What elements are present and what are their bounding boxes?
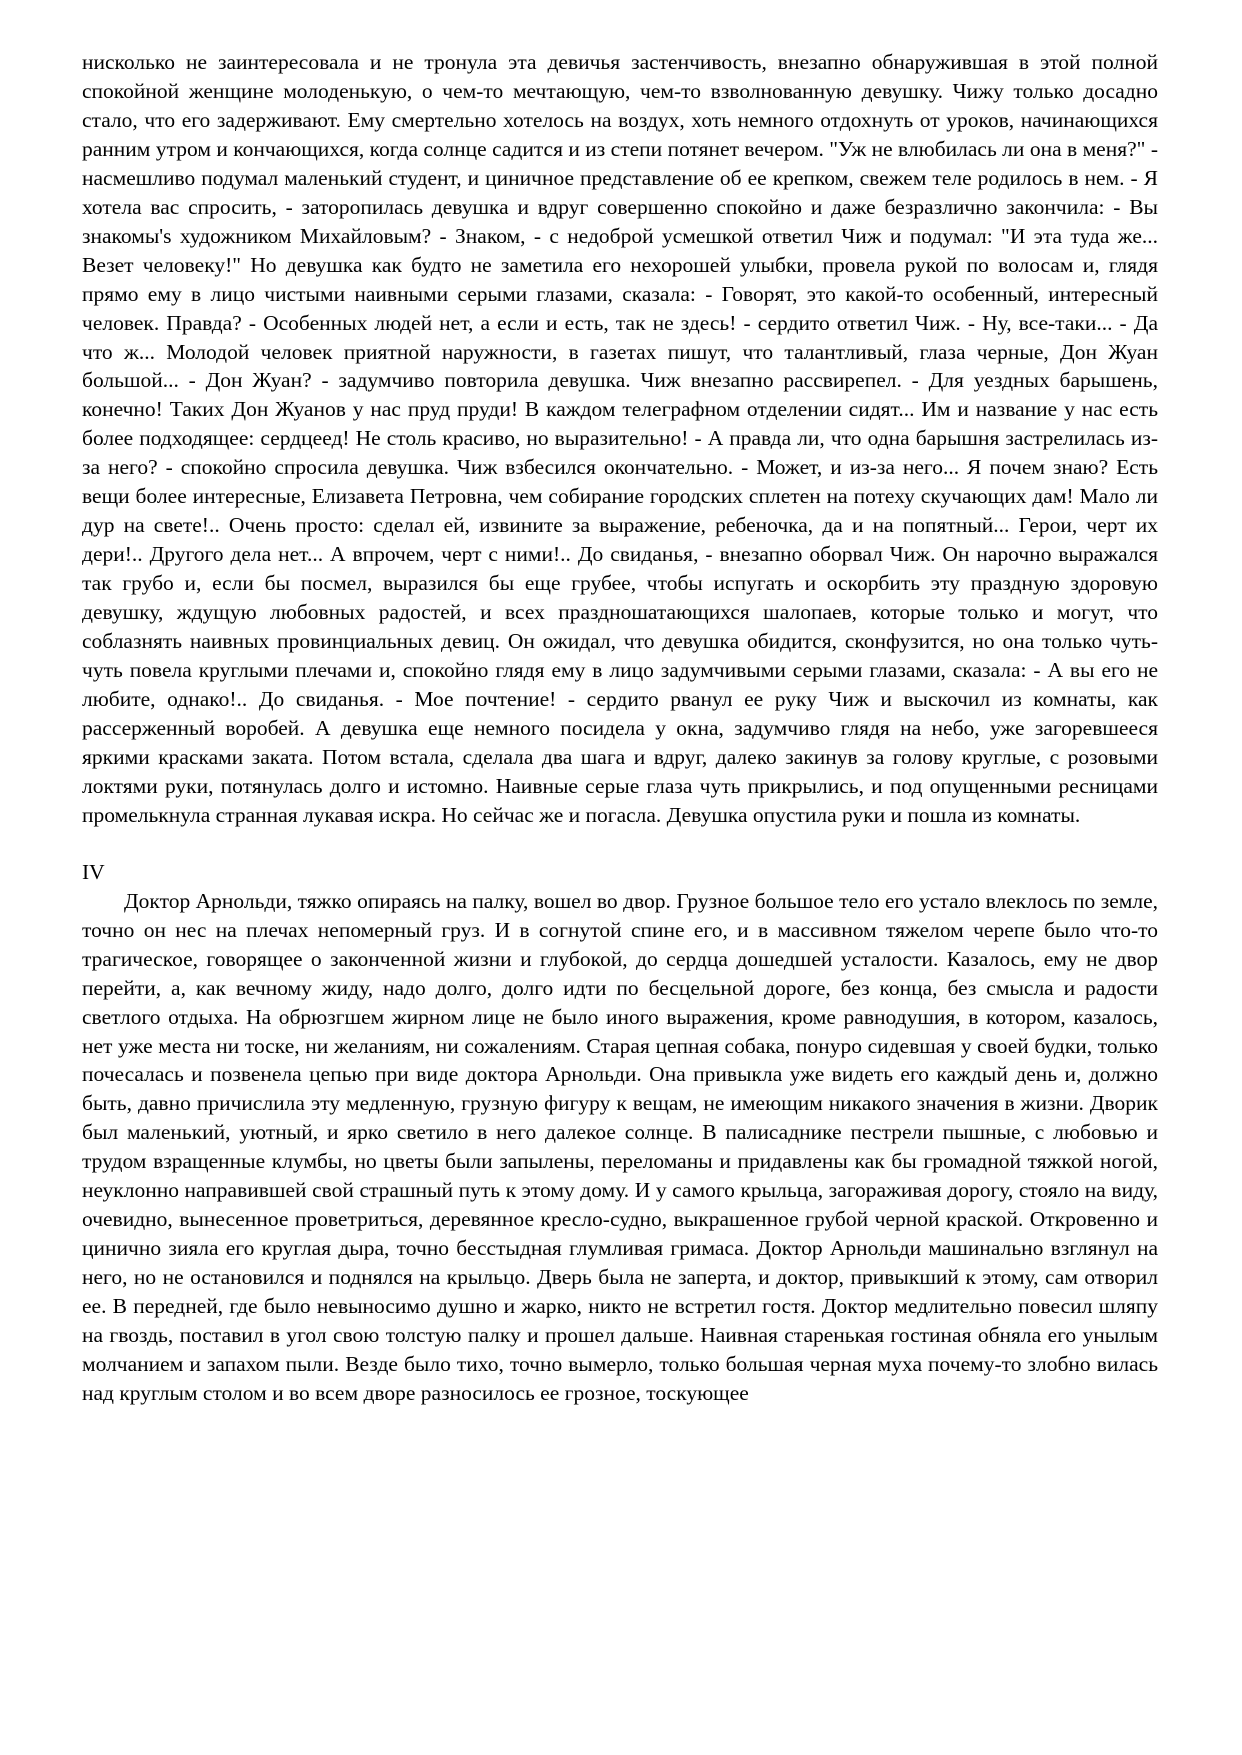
paragraph-chapter-four: Доктор Арнольди, тяжко опираясь на палку, вошел во двор. Грузное большое тело его устало влеклось по земле, точно он нес на плечах непомерный груз. И в согнутой спине его, и в массивном тяжелом черепе было что-то трагическое, говорящее о законченной жизни и глубокой, до сердца дошедшей усталости. Казалось, ему не двор перейти, а, как вечному жиду, надо долго, долго идти по бесцельной дороге, без конца, без смысла и радости светлого отдыха. На обрюзгшем жирном лице не было иного выражения, кроме равнодушия, в котором, казалось, нет уже места ни тоске, ни желаниям, ни сожалениям. Старая цепная собака, понуро сидевшая у своей будки, только почесалась и позвенела цепью при виде доктора Арнольди. Она привыкла уже видеть его каждый день и, должно быть, давно причислила эту медленную, грузную фигуру к вещам, не имеющим никакого значения в жизни. Дворик был маленький, уютный, и ярко светило в него далекое солнце. В палисаднике пестрели пышные, с любовью и трудом взращенные клумбы, но цветы были запылены, переломаны и придавлены как бы громадной тяжкой ногой, неуклонно направившей свой страшный путь к этому дому. И у самого крыльца, загораживая дорогу, стояло на виду, очевидно, вынесенное проветриться, деревянное кресло-судно, выкрашенное грубой черной краской. Откровенно и цинично зияла его круглая дыра, точно бесстыдная глумливая гримаса. Доктор Арнольди машинально взглянул на него, но не остановился и поднялся на крыльцо. Дверь была не заперта, и доктор, привыкший к этому, сам отворил ее. В передней, где было невыносимо душно и жарко, никто не встретил гостя. Доктор медлительно повесил шляпу на гвоздь, поставил в угол свою толстую палку и прошел дальше. Наивная старенькая гостиная обняла его унылым молчанием и запахом пыли. Везде было тихо, точно вымерло, только большая черная муха почему-то злобно вилась над круглым столом и во всем дворе разносилось ее грозное, тоскующее bbox=[82, 888, 1158, 1405]
chapter-heading: IV bbox=[82, 859, 105, 884]
paragraph-dialogue: нисколько не заинтересовала и не тронула эта девичья застенчивость, внезапно обнаружившая в этой полной спокойной женщине молоденькую, о чем-то мечтающую, чем-то взволнованную девушку. Чижу только досадно стало, что его задерживают. Ему смертельно хотелось на воздух, хоть немного отдохнуть от уроков, начинающихся ранним утром и кончающихся, когда солнце садится и из степи потянет вечером. "Уж не влюбилась ли она в меня?" - насмешливо подумал маленький студент, и циничное представление об ее крепком, свежем теле родилось в нем. - Я хотела вас спросить, - заторопилась девушка и вдруг совершенно спокойно и даже безразлично закончила: - Вы знакомы's художником Михайловым? - Знаком, - с недоброй усмешкой ответил Чиж и подумал: "И эта туда же... Везет человеку!" Но девушка как будто не заметила его нехорошей улыбки, провела рукой по волосам и, глядя прямо ему в лицо чистыми наивными серыми глазами, сказала: - Говорят, это какой-то особенный, интересный человек. Правда? - Особенных людей нет, а если и есть, так не здесь! - сердито ответил Чиж. - Ну, все-таки... - Да что ж... Молодой человек приятной наружности, в газетах пишут, что талантливый, глаза черные, Дон Жуан большой... - Дон Жуан? - задумчиво повторила девушка. Чиж внезапно рассвирепел. - Для уездных барышень, конечно! Таких Дон Жуанов у нас пруд пруди! В каждом телеграфном отделении сидят... Им и название у нас есть более подходящее: сердцеед! Не столь красиво, но выразительно! - А правда ли, что одна барышня застрелилась из-за него? - спокойно спросила девушка. Чиж взбесился окончательно. - Может, и из-за него... Я почем знаю? Есть вещи более интересные, Елизавета Петровна, чем собирание городских сплетен на потеху скучающих дам! Мало ли дур на свете!.. Очень просто: сделал ей, извините за выражение, ребеночка, да и на попятный... Герои, черт их дери!.. Другого дела нет... А впрочем, черт с ними!.. До свиданья, - внезапно оборвал Чиж. Он нарочно выражался так грубо и, если бы посмел, выразился бы еще грубее, чтобы испугать и оскорбить эту праздную здоровую девушку, ждущую любовных радостей, и всех праздношатающихся шалопаев, которые только и могут, что соблазнять наивных провинциальных девиц. Он ожидал, что девушка обидится, сконфузится, но она только чуть-чуть повела круглыми плечами и, спокойно глядя ему в лицо задумчивыми серыми глазами, сказала: - А вы его не любите, однако!.. До свиданья. - Мое почтение! - сердито рванул ее руку Чиж и выскочил из комнаты, как рассерженный воробей. А девушка еще немного посидела у окна, задумчиво глядя на небо, уже загоревшееся яркими красками заката. Потом встала, сделала два шага и вдруг, далеко закинув за голову круглые, с розовыми локтями руки, потянулась долго и истомно. Наивные серые глаза чуть прикрылись, и под опущенными ресницами промелькнула странная лукавая искра. Но сейчас же и погасла. Девушка опустила руки и пошла из комнаты. bbox=[82, 50, 1158, 827]
document-page bbox=[82, 48, 1158, 1408]
